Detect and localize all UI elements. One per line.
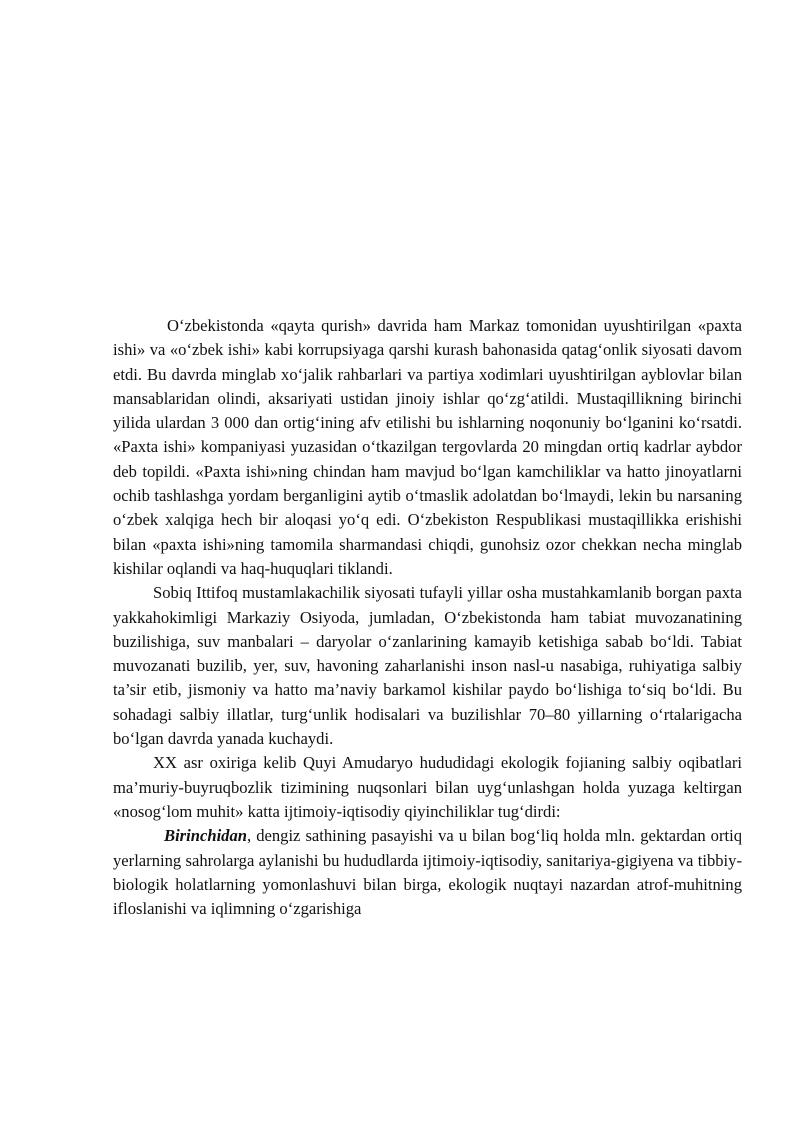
- paragraph-birinchidan: [113, 824, 742, 921]
- paragraph-text: , dengiz sathining pasayishi va u bilan bog‘liq holda mln. gektardan ortiq yerlarning sahrolarga aylanishi bu hududlarda ijtimoiy-iqtisodiy, sanitariya-gigiyena va tibbiy-biologik holatlarning yomonlashuvi bilan birga, ekologik nuqtayi nazardan atrof-muhitning ifloslanishi va iqlimning o‘zgarishiga: [113, 826, 742, 919]
- paragraph-text: XX asr oxiriga kelib Quyi Amudaryo hududidagi ekologik fojianing salbiy oqibatlari ma’muriy-buyruqbozlik tizimining nuqsonlari bilan uyg‘unlashgan holda yuzaga keltirgan «nosog‘lom muhit» katta ijtimoiy-iqtisodiy qiyinchiliklar tug‘dirdi:: [113, 753, 742, 821]
- paragraph-mustamlakachilik: [113, 581, 742, 751]
- paragraph-text: Sobiq Ittifoq mustamlakachilik siyosati tufayli yillar osha mustahkamlanib borgan paxta yakkahokimligi Markaziy Osiyoda, jumladan, O‘zbekistonda ham tabiat muvozanatining buzilishiga, suv manbalari – daryolar o‘zanlarining kamayib ketishiga sabab bo‘ldi. Tabiat muvozanati buzilib, yer, suv, havoning zaharlanishi inson nasl-u nasabiga, ruhiyatiga salbiy ta’sir etib, jismoniy va hatto ma’naviy barkamol kishilar paydo bo‘lishiga to‘siq bo‘ldi. Bu sohadagi salbiy illatlar, turg‘unlik hodisalari va buzilishlar 70–80 yillarning o‘rtalarigacha bo‘lgan davrda yanada kuchaydi.: [113, 583, 742, 749]
- body-text: [113, 314, 742, 921]
- paragraph-quyi-amudaryo: [113, 751, 742, 824]
- paragraph-lead-word: Birinchidan: [164, 826, 248, 846]
- paragraph-paxta-ishi: [113, 314, 742, 581]
- paragraph-text: O‘zbekistonda «qayta qurish» davrida ham Markaz tomonidan uyushtirilgan «paxta ishi» va «o‘zbek ishi» kabi korrupsiyaga qarshi kurash bahonasida qatag‘onlik siyosati davom etdi. Bu davrda minglab xo‘jalik rahbarlari va partiya xodimlari uyushtirilgan ayblovlar bilan mansablaridan olindi, aksariyati ustidan jinoiy ishlar qo‘zg‘atildi. Mustaqillikning birinchi yilida ulardan 3 000 dan ortig‘ining afv etilishi bu ishlarning noqonuniy bo‘lganini ko‘rsatdi. «Paxta ishi» kompaniyasi yuzasidan o‘tkazilgan tergovlarda 20 mingdan ortiq kadrlar aybdor deb topildi. «Paxta ishi»ning chindan ham mavjud bo‘lgan kamchiliklar va hatto jinoyatlarni ochib tashlashga yordam berganligini aytib o‘tmaslik adolatdan bo‘lmaydi, lekin bu narsaning o‘zbek xalqiga hech bir aloqasi yo‘q edi. O‘zbekiston Respublikasi mustaqillikka erishishi bilan «paxta ishi»ning tamomila sharmandasi chiqdi, gunohsiz ozor chekkan necha minglab kishilar oqlandi va haq-huquqlari tiklandi.: [113, 316, 742, 578]
